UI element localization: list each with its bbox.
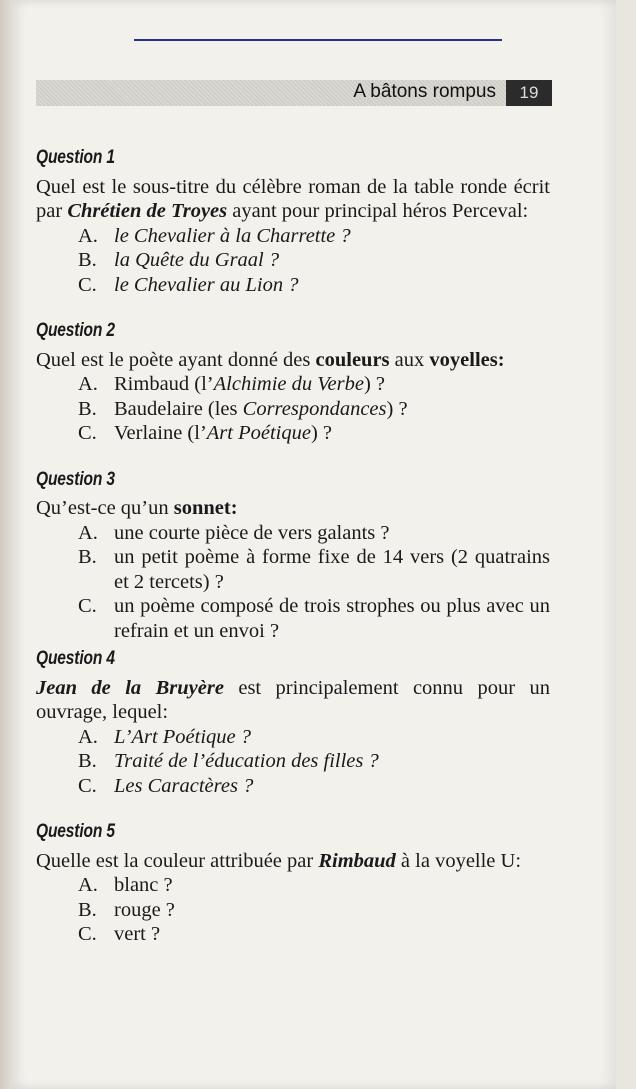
option-text-segment: le Chevalier au Lion ? — [114, 273, 299, 296]
option-text — [114, 594, 550, 643]
option-letter: B. — [78, 898, 97, 921]
option-text-segment: un poème composé de trois strophes ou plus avec un refrain et un envoi ? — [114, 595, 550, 642]
option-letter: B. — [78, 249, 97, 271]
option-text-segment: rouge ? — [114, 898, 175, 921]
question-text — [36, 348, 550, 373]
answer-option — [78, 397, 550, 422]
option-letter: C. — [78, 422, 97, 444]
question-block — [36, 319, 550, 446]
question-text — [36, 175, 550, 224]
answer-option — [78, 421, 550, 446]
option-text — [114, 922, 550, 947]
option-letter: B. — [78, 750, 97, 772]
question-text-segment: Quel est le poète ayant donné des — [36, 348, 316, 371]
option-letter: C. — [78, 273, 97, 296]
answer-options — [36, 521, 550, 644]
question-title: Question 4 — [36, 648, 115, 669]
option-letter: B. — [78, 397, 97, 420]
option-letter: C. — [78, 923, 97, 945]
option-text-segment: Traité de l’éducation des filles ? — [114, 750, 379, 772]
question-text — [36, 496, 550, 521]
option-text-segment: Les Caractères ? — [114, 774, 254, 797]
answer-option — [78, 372, 550, 397]
option-letter: A. — [78, 224, 98, 247]
question-text-segment: Quelle est la couleur attribuée par — [36, 849, 319, 872]
page-number: 19 — [506, 80, 552, 106]
answer-option — [78, 749, 550, 774]
option-text-segment: Art Poétique — [206, 422, 311, 444]
running-header — [36, 80, 552, 106]
option-text-segment: blanc ? — [114, 874, 173, 896]
option-text — [114, 725, 550, 750]
option-text — [114, 749, 550, 774]
option-text-segment: ) ? — [310, 422, 333, 444]
option-text — [114, 421, 550, 446]
option-letter: C. — [78, 595, 97, 617]
option-text-segment: vert ? — [114, 923, 161, 945]
top-rule-line — [134, 39, 502, 41]
option-text-segment: Correspondances — [242, 397, 387, 420]
question-block — [36, 146, 550, 297]
answer-option — [78, 545, 550, 594]
question-text — [36, 676, 550, 725]
option-letter: C. — [78, 774, 97, 797]
option-text — [114, 273, 550, 298]
option-text — [114, 898, 550, 923]
answer-options — [36, 873, 550, 947]
answer-options — [36, 224, 550, 298]
answer-option — [78, 224, 550, 249]
answer-option — [78, 725, 550, 750]
question-text — [36, 849, 550, 874]
answer-option — [78, 248, 550, 273]
question-block — [36, 820, 550, 947]
question-text-segment: couleurs — [315, 348, 390, 371]
question-title: Question 2 — [36, 320, 115, 341]
option-text-segment: une courte pièce de vers galants ? — [114, 521, 390, 544]
question-text-segment: Quel est le sous-titre du célèbre roman de la table ronde écrit par — [36, 175, 550, 222]
option-text-segment: Verlaine (l’ — [114, 422, 207, 444]
question-title: Question 1 — [36, 147, 115, 168]
question-text-segment: Rimbaud — [318, 849, 396, 872]
option-text — [114, 873, 550, 898]
option-text-segment: Baudelaire (les — [114, 397, 243, 420]
option-letter: B. — [78, 546, 97, 568]
answer-option — [78, 521, 550, 546]
option-letter: A. — [78, 874, 98, 896]
option-text — [114, 372, 550, 397]
option-text — [114, 397, 550, 422]
question-text-segment: est principalement connu pour un ouvrage, lequel: — [36, 676, 550, 723]
question-text-segment: Chrétien de Troyes — [67, 200, 228, 222]
question-text-segment: Jean de la Bruyère — [36, 676, 224, 699]
option-letter: A. — [78, 521, 98, 544]
question-title: Question 3 — [36, 468, 115, 490]
option-text — [114, 248, 550, 273]
running-header-title: A bâtons rompus — [353, 81, 496, 102]
option-letter: A. — [78, 373, 98, 395]
question-text-segment: aux — [389, 348, 430, 371]
option-text — [114, 521, 550, 546]
answer-option — [78, 898, 550, 923]
question-text-segment: sonnet: — [173, 497, 238, 519]
answer-option — [78, 873, 550, 898]
answer-option — [78, 273, 550, 298]
question-title: Question 5 — [36, 821, 115, 842]
question-text-segment: à la voyelle U: — [395, 849, 522, 872]
option-text-segment: ) ? — [386, 397, 408, 420]
answer-option — [78, 774, 550, 799]
option-letter: A. — [78, 725, 98, 748]
option-text-segment: un petit poème à forme fixe de 14 vers (2 quatrains et 2 tercets) ? — [114, 546, 550, 593]
option-text-segment: Alchimie du Verbe — [213, 373, 364, 395]
answer-options — [36, 725, 550, 799]
question-block — [36, 468, 550, 644]
question-text-segment: Qu’est-ce qu’un — [36, 497, 174, 519]
question-text-segment: ayant pour principal héros Perceval: — [227, 200, 529, 222]
option-text-segment: L’Art Poétique ? — [114, 725, 252, 748]
option-text-segment: Rimbaud (l’ — [114, 373, 214, 395]
option-text — [114, 774, 550, 799]
answer-options — [36, 372, 550, 446]
option-text — [114, 224, 550, 249]
option-text-segment: le Chevalier à la Charrette ? — [114, 224, 351, 247]
question-text-segment: voyelles: — [429, 348, 505, 371]
option-text-segment: la Quête du Graal ? — [114, 249, 280, 271]
question-block — [36, 647, 550, 798]
option-text — [114, 545, 550, 594]
option-text-segment: ) ? — [363, 373, 385, 395]
quiz-content — [36, 146, 550, 969]
answer-option — [78, 594, 550, 643]
answer-option — [78, 922, 550, 947]
